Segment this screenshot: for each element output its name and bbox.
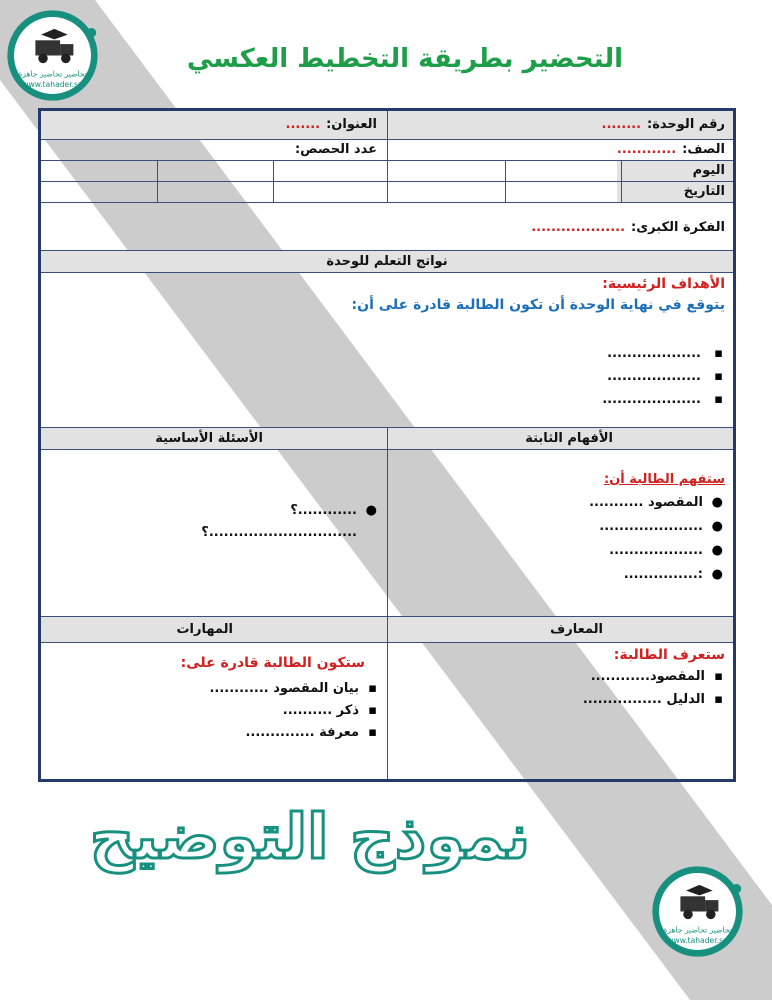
understanding-item[interactable]: المقصود ........... xyxy=(589,495,703,510)
understandings-lead: ستفهم الطالبة أن: xyxy=(604,472,725,487)
grade-field xyxy=(617,142,725,157)
knowledge-item[interactable]: المقصود............ xyxy=(590,669,705,684)
skill-item[interactable]: بيان المقصود ............ xyxy=(209,681,359,696)
svg-text:تحاضير تحاضير جاهزة: تحاضير تحاضير جاهزة xyxy=(18,69,87,79)
questions-heading: الأسئلة الأساسية xyxy=(155,431,263,446)
day-label: اليوم xyxy=(692,163,725,178)
tahader-logo-icon xyxy=(5,8,100,103)
outcomes-heading-row xyxy=(41,251,733,273)
understanding-item[interactable]: ..................... xyxy=(599,519,703,534)
outcomes-heading: نواتج التعلم للوحدة xyxy=(326,254,448,269)
tahader-logo-icon xyxy=(650,864,745,959)
question-item[interactable]: ..............................؟ xyxy=(201,525,357,540)
page-title: التحضير بطريقة التخطيط العكسي xyxy=(186,44,624,74)
grade-value[interactable]: ............ xyxy=(616,142,677,157)
grade-label: الصف: xyxy=(682,142,725,157)
unit-row xyxy=(41,111,733,140)
knowledge-heading-row xyxy=(41,617,733,643)
unit-number-label: رقم الوحدة: xyxy=(647,117,725,132)
big-idea-field xyxy=(531,220,725,235)
knowledge-heading: المعارف xyxy=(550,622,603,637)
goals-section: الأهداف الرئيسية: يتوقع في نهاية الوحدة أن تكون الطالبة قادرة على أن: ▪ ................... ▪ ................... ▪ .................... xyxy=(41,273,733,428)
unit-number-value[interactable]: ........ xyxy=(601,117,642,132)
lesson-plan-table xyxy=(38,108,736,782)
day-row xyxy=(41,161,733,182)
goal-item[interactable]: ................... xyxy=(607,346,701,361)
topic-label: العنوان: xyxy=(326,117,377,132)
understandings-heading: الأفهام الثابتة xyxy=(525,431,613,446)
skill-item[interactable]: ذكر .......... xyxy=(282,703,359,718)
big-idea-row xyxy=(41,203,733,251)
svg-text:تحاضير تحاضير جاهزة: تحاضير تحاضير جاهزة xyxy=(663,925,732,935)
knowledge-section: ستعرف الطالبة: ▪ المقصود............ ▪ الدليل ................ ستكون الطالبة قادرة على: ▪ بيان المقصود ............ ▪ ذكر .......... ▪ معرفة .............. xyxy=(41,643,733,779)
watermark-text: نموذج التوضيح xyxy=(89,800,531,873)
question-item[interactable]: ............؟ xyxy=(290,503,357,518)
skills-heading: المهارات xyxy=(176,622,233,637)
svg-text:www.tahader.sa: www.tahader.sa xyxy=(22,79,83,89)
understanding-item[interactable]: :............... xyxy=(623,567,703,582)
svg-text:www.tahader.sa: www.tahader.sa xyxy=(667,935,728,945)
topic-value[interactable]: ....... xyxy=(285,117,321,132)
unit-number-field xyxy=(602,117,725,132)
date-label: التاريخ xyxy=(683,184,725,199)
grade-row xyxy=(41,140,733,161)
understanding-item[interactable]: ................... xyxy=(609,543,703,558)
date-row xyxy=(41,182,733,203)
goal-item[interactable]: ................... xyxy=(607,369,701,384)
expectation-text: يتوقع في نهاية الوحدة أن تكون الطالبة قادرة على أن: xyxy=(351,297,725,313)
main-goals-label: الأهداف الرئيسية: xyxy=(602,276,725,292)
knowledge-item[interactable]: الدليل ................ xyxy=(582,692,705,707)
understandings-section: ستفهم الطالبة أن: ● المقصود ........... ● ..................... ● ................... ● :............... ● ............؟ ..............................؟ xyxy=(41,450,733,617)
skills-lead: ستكون الطالبة قادرة على: xyxy=(180,655,365,671)
topic-field xyxy=(286,117,377,132)
understandings-heading-row xyxy=(41,428,733,450)
big-idea-value[interactable]: ................... xyxy=(531,220,626,235)
goal-item[interactable]: .................... xyxy=(602,392,701,407)
skill-item[interactable]: معرفة .............. xyxy=(245,725,359,740)
knowledge-lead: ستعرف الطالبة: xyxy=(613,647,725,663)
big-idea-label: الفكرة الكبرى: xyxy=(631,220,725,235)
periods-label: عدد الحصص: xyxy=(294,142,377,157)
